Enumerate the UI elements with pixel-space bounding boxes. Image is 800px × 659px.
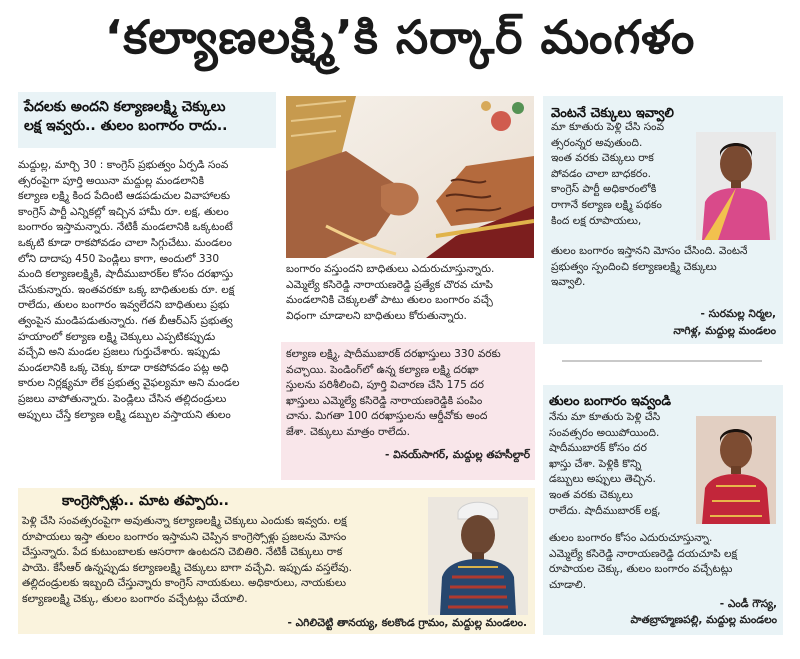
right-top-quote-line: పోవడం చాలా బాధకరం. xyxy=(551,167,651,180)
main-story-line: మండలానికి ఒక్క చెక్కు కూడా రాకపోవడం పట్ల అధి xyxy=(18,361,229,374)
right-top-quote-line: ప్రభుత్వం స్పందించి కల్యాణలక్ష్మి చెక్కులు xyxy=(551,260,717,273)
right-top-quote-line: తులం బంగారం ఇస్తానని మోసం చేసింది. వెంటనే xyxy=(551,245,748,257)
section-divider xyxy=(562,360,762,362)
official-quote-line: చాను. మిగతా 100 దరఖాస్తులను ఆర్డీవోకు అంద xyxy=(286,410,488,423)
right-bottom-quote-line: సంవత్సరం అయిపోయింది. xyxy=(549,426,660,439)
continuation-line: ఎమ్మెల్యే కసిరెడ్డి నారాయణరెడ్డి ప్రత్యేక చొరవ చూపి xyxy=(286,278,493,291)
official-quote-line: వచ్చాయి. పెండింగ్‌లో ఉన్న కల్యాణ లక్ష్మి దరఖా xyxy=(286,363,479,376)
gousya-portrait-photo xyxy=(696,416,776,524)
right-bottom-quote-byline-place: పాతబ్రాహ్మణపల్లి, మద్దుల్ల మండలం xyxy=(630,614,777,626)
man-portrait-illustration xyxy=(428,497,528,615)
main-story-line: వచ్చేవి అని మండల ప్రజలు గుర్తుచేశారు. ఇప్పుడు xyxy=(18,346,221,359)
main-story-continuation xyxy=(286,262,534,324)
right-bottom-quote-byline-name: - ఎండీ గౌస్య, xyxy=(719,598,777,610)
main-story-line: త్వంపైన మండిపడుతున్నారు. గత బీఆర్ఎస్ ప్రభుత్వ xyxy=(18,314,233,327)
right-top-quote-heading: వెంటనే చెక్కులు ఇవ్వాలి xyxy=(551,106,674,121)
main-story-line: బంగారం ఇస్తామన్నారు. నేటికీ మండలానికి ఒక్కటంటే xyxy=(18,221,233,234)
right-top-quote-line: కాంగ్రెస్ పార్టీ అధికారంలోకి xyxy=(551,183,657,196)
official-quote-line: కల్యాణ లక్ష్మి, షాదీముబారక్ దరఖాస్తులు 330 వరకు xyxy=(286,348,501,360)
congress-quote-line: కల్యాణలక్ష్మి చెక్కు, తులం బంగారం వచ్చేటట్లు చేయాలి. xyxy=(22,592,248,605)
right-bottom-quote-line: తులం బంగారం కోసం ఎదురుచూస్తున్నా. xyxy=(549,532,713,544)
right-top-quote-byline-name: - సురమల్ల నిర్మల, xyxy=(700,308,776,320)
continuation-line: విధంగా చూడాలని బాధితులు కోరుతున్నారు. xyxy=(286,309,467,322)
main-story-subheading-line-2: లక్ష ఇవ్వరు.. తులం బంగారం రాదు.. xyxy=(24,118,228,134)
tanayya-portrait-photo xyxy=(428,497,528,615)
congress-quote-line: చేస్తున్నారు. పేద కుటుంబాలకు ఆసరాగా ఉంటదని చెబితిరి. నేటికీ చెక్కులు రాక xyxy=(22,546,343,559)
right-top-quote-line: రాగానే కల్యాణ లక్ష్మి పథకం xyxy=(551,198,662,211)
official-quote-box xyxy=(281,342,535,480)
main-story-line: త్సరంపైగా పూర్తి అయినా మద్దుల్ల మండలానికి xyxy=(18,174,204,187)
main-story-body xyxy=(18,158,276,423)
right-bottom-quote-line: రాలేదు. షాదీముబారక్ లక్ష, xyxy=(549,504,661,517)
right-bottom-quote-line: ఖాస్తు చేశా. పెళ్లికి కొన్ని xyxy=(549,457,642,470)
main-story-line: చేసుకున్నారు. ఇంతవరకూ ఒక్క బాధితులకు రూ. లక్ష xyxy=(18,283,235,296)
congress-quote-byline: - ఎగిలిచెట్టి తానయ్య, కలకొండ గ్రామం, మద్దుల్ల మండలం. xyxy=(287,617,527,629)
right-top-quote-line: ఇంత వరకు చెక్కులు రాక xyxy=(551,152,654,165)
main-story-line: మద్దుల్ల, మార్చి 30 : కాంగ్రెస్ ప్రభుత్వం ఏర్పడి సంవ xyxy=(18,159,229,171)
congress-quote-heading: కాంగ్రెస్సోళ్లు.. మాట తప్పారు.. xyxy=(62,493,229,509)
main-story-line: ఒక్కటి కూడా రాకపోవడం చాలా సిగ్గుచేటు. మండలం xyxy=(18,236,232,249)
main-story-line: లోని దాదాపు 450 పెండ్లిలు కాగా, అందులో 330 xyxy=(18,252,220,265)
right-bottom-quote-line: నేను మా కూతురు పెళ్లి చేసి xyxy=(549,411,661,423)
congress-quote-line: పాయె. కేసీఆర్ ఉన్నప్పుడు కల్యాణలక్ష్మి చెక్కులు బాగా వచ్చేవి. ఇప్పుడు వస్తలేవు. xyxy=(22,561,352,574)
right-bottom-quote-line: డబ్బులు అప్పులు తెచ్చిన. xyxy=(549,473,656,486)
right-top-quote-byline-place: నాగిళ్ల, మద్దుల్ల మండలం xyxy=(673,325,776,337)
main-story-line: కారుల నిర్లక్ష్యమా లేక ప్రభుత్వ వైఫల్యమా అని మండల xyxy=(18,377,240,390)
woman-portrait-illustration xyxy=(696,416,776,524)
wedding-hands-photo xyxy=(286,96,534,258)
right-bottom-quote-line: రూపాయల చెక్కు, తులం బంగారం వచ్చేటట్లు xyxy=(549,563,733,576)
main-story-line: రాలేదు, తులం బంగారం ఇవ్వలేదని బాధితులు ప్రభు xyxy=(18,299,230,312)
right-bottom-quote-body-lower xyxy=(549,531,779,593)
main-story-line: కాంగ్రెస్ పార్టీ ఎన్నికల్లో ఇచ్చిన హామీ రూ. లక్ష, తులం xyxy=(18,205,229,218)
right-bottom-quote-line: షాదీముబారక్ కోసం దర xyxy=(549,442,647,455)
official-quote-line: ఖాస్తులు ఎమ్మెల్యే కసిరెడ్డి నారాయణరెడ్డికి పంపిం xyxy=(286,394,483,407)
woman-portrait-illustration xyxy=(696,132,776,240)
right-top-quote-body-upper xyxy=(551,120,691,229)
main-story-line: హయాంలో కల్యాణ లక్ష్మి చెక్కులు ఎప్పటికప్పుడు xyxy=(18,330,216,343)
main-story-subheading-box xyxy=(18,92,276,148)
official-quote-byline: - వినయ్‌సాగర్, మద్దుల్ల తహసీల్దార్ xyxy=(385,448,530,461)
main-story-subheading-line-1: పేదలకు అందని కల్యాణలక్ష్మి చెక్కులు xyxy=(24,99,226,115)
main-story-line: కల్యాణ లక్ష్మి కింద పేదింటి ఆడపడుచుల వివాహాలకు xyxy=(18,190,231,203)
headline: ‘కల్యాణలక్ష్మి’కి సర్కార్ మంగళం xyxy=(104,10,696,64)
main-story-line: ప్రజలు వాపోతున్నారు. పెండ్లిలు చేసిన తల్లిదండ్రులు xyxy=(18,392,227,405)
congress-quote-body xyxy=(22,514,422,608)
right-bottom-quote-body-upper xyxy=(549,410,689,519)
official-quote-body xyxy=(286,347,530,441)
continuation-line: మండలానికి చెక్కులతో పాటు తులం బంగారం వచ్చే xyxy=(286,294,493,307)
right-top-quote-line: త్సరంన్నర అవుతుంది. xyxy=(551,136,643,149)
right-bottom-quote-heading: తులం బంగారం ఇవ్వండి xyxy=(549,394,672,409)
main-story-line: అప్పులు చేస్తే కల్యాణ లక్ష్మి డబ్బుల వస్తాయని తులం xyxy=(18,408,231,421)
wedding-hands-illustration xyxy=(286,96,534,258)
right-top-quote-body-lower xyxy=(551,244,776,291)
right-top-quote-line: ఇవ్వాలి. xyxy=(551,276,586,289)
congress-quote-line: పెళ్లి చేసి సంవత్సరంపైగా అవుతున్నా కల్యాణలక్ష్మి చెక్కులు ఎందుకు ఇవ్వరు. లక్ష xyxy=(22,515,347,527)
nirmala-portrait-photo xyxy=(696,132,776,240)
right-bottom-quote-line: చూడాలి. xyxy=(549,578,587,591)
right-bottom-quote-line: ఇంత వరకు చెక్కులు xyxy=(549,488,633,501)
official-quote-line: స్తులను పరిశీలించి, పూర్తి విచారణ చేసి 175 దర xyxy=(286,379,484,392)
congress-quote-line: తల్లిదండ్రులకు ఇబ్బంది చేస్తున్నారు కాంగ్రెస్ నాయకులు. అధికారులు, నాయకులు xyxy=(22,577,347,590)
congress-quote-line: రూపాయలు ఇస్తా తులం బంగారం ఇస్తామని చెప్పిన కాంగ్రెస్సోళ్లు ప్రజలను మోసం xyxy=(22,530,347,543)
right-top-quote-line: మా కూతురు పెళ్లి చేసి సంవ xyxy=(551,121,665,133)
right-bottom-quote-line: ఎమ్మెల్యే కసిరెడ్డి నారాయణరెడ్డి దయచూపి లక్ష xyxy=(549,547,738,560)
main-story-line: మంది కల్యాణలక్ష్మికి, షాదీముబారక్‌ల కోసం దరఖాస్తు xyxy=(18,268,234,281)
right-top-quote-line: కింద లక్ష రూపాయలు, xyxy=(551,214,642,227)
continuation-line: బంగారం వస్తుందని బాధితులు ఎదురుచూస్తున్నారు. xyxy=(286,263,495,275)
official-quote-line: జేశా. చెక్కులు మాత్రం రాలేదు. xyxy=(286,425,410,438)
